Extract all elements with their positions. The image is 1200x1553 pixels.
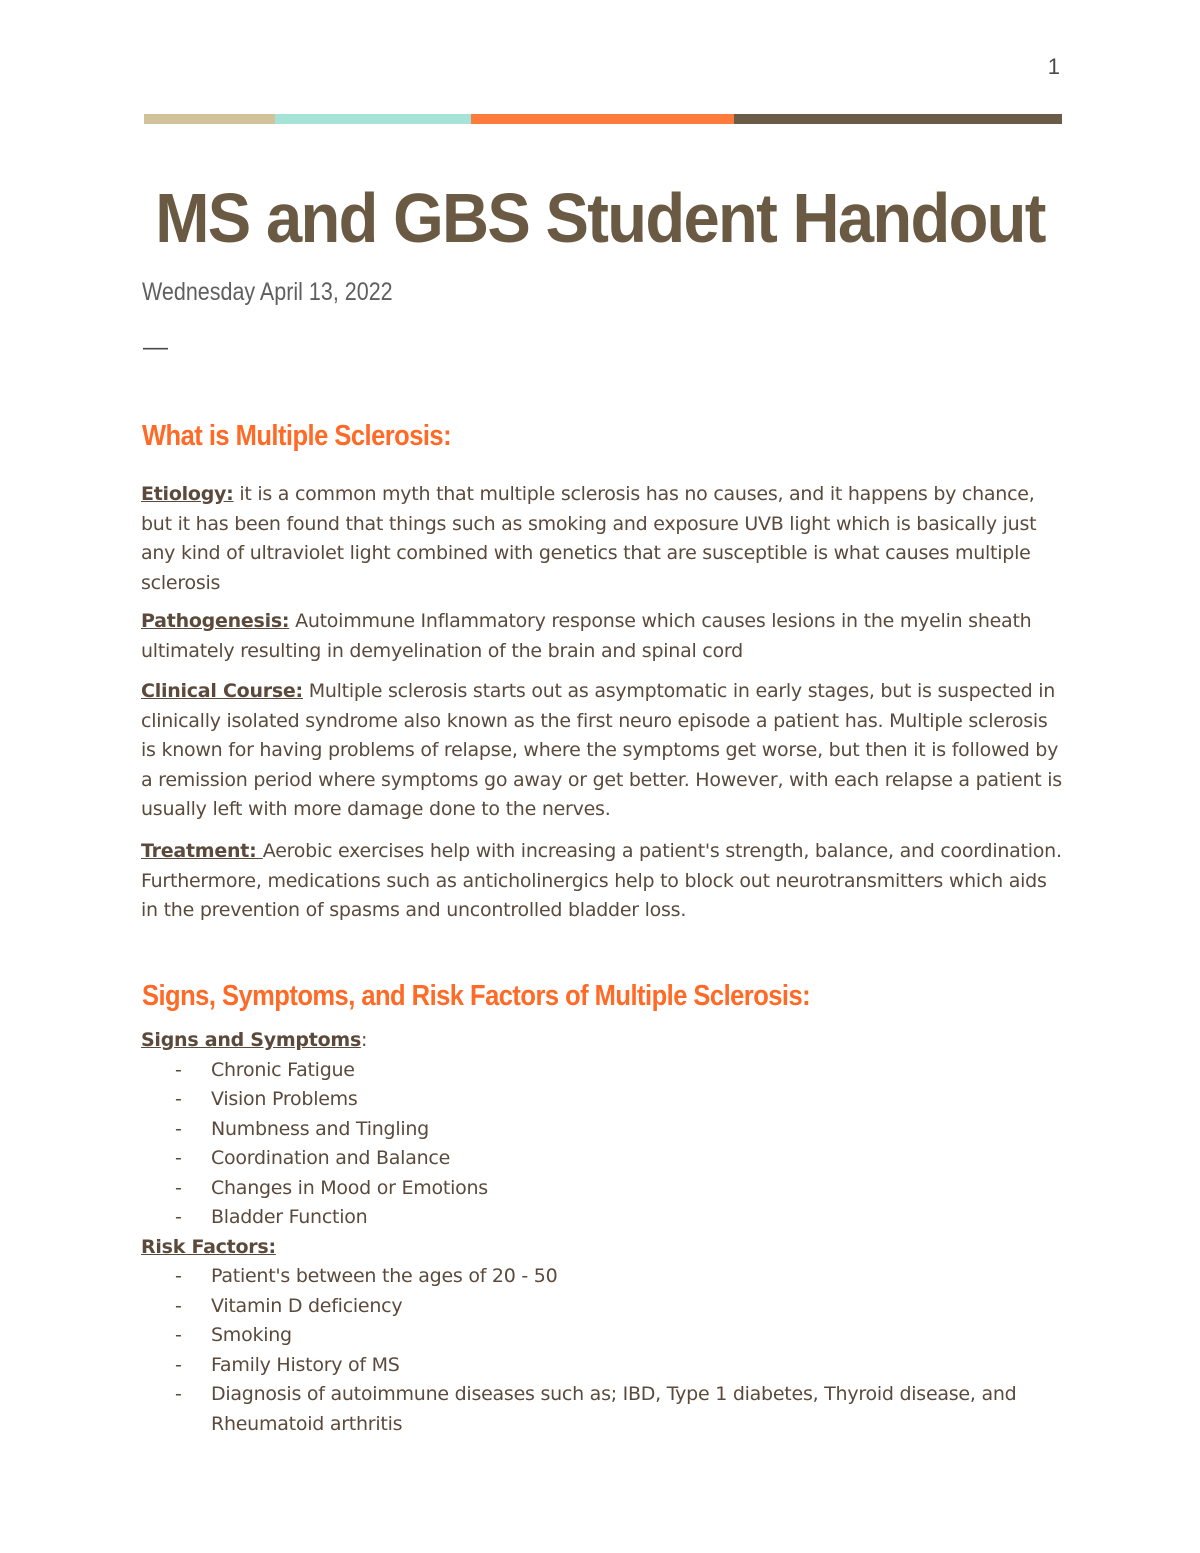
dash-bullet: -: [175, 1147, 182, 1169]
list-item: [141, 1292, 1066, 1322]
list-item-text: Family History of MS: [211, 1353, 400, 1376]
dash-bullet: -: [175, 1117, 182, 1140]
header-bar-segment-aqua: [275, 114, 471, 124]
header-bar-segment-orange: [471, 114, 734, 124]
list-item-text: Changes in Mood or Emotions: [211, 1176, 488, 1199]
text-etiology: it is a common myth that multiple sclerosis has no causes, and it happens by chance, but it has been found that things such as smoking and exposure UVB light which is basically just any kind of ultraviolet light combined with genetics that are susceptible is what causes multiple sclerosis: [141, 483, 1037, 594]
title-separator: —: [143, 333, 168, 361]
text-pathogenesis: Autoimmune Inflammatory response which causes lesions in the myelin sheath ultimately resulting in demyelination of the brain and spinal cord: [141, 610, 1032, 662]
text-clinical-course: Multiple sclerosis starts out as asymptomatic in early stages, but is suspected in clinically isolated syndrome also known as the first neuro episode a patient has. Multiple sclerosis is known for having problems of relapse, where the symptoms get worse, but then it is followed by a remission period where symptoms go away or get better. However, with each relapse a patient is usually left with more damage done to the nerves.: [141, 680, 1062, 821]
dash-bullet: -: [175, 1383, 182, 1405]
list-item: [141, 1203, 1066, 1233]
list-item-text: Vitamin D deficiency: [211, 1294, 403, 1317]
list-item-text: Numbness and Tingling: [211, 1117, 429, 1140]
signs-and-risks-block: [141, 1026, 1066, 1439]
list-item: [141, 1056, 1066, 1086]
dash-bullet: -: [175, 1058, 182, 1081]
list-item: [141, 1262, 1066, 1292]
text-treatment: Aerobic exercises help with increasing a patient's strength, balance, and coordination. Furthermore, medications such as anticholinergics help to block out neurotransmitters which aids in the prevention of spasms and uncontrolled bladder loss.: [141, 840, 1062, 922]
label-treatment: Treatment:: [141, 840, 263, 862]
dash-bullet: -: [175, 1353, 182, 1376]
list-item: [141, 1321, 1066, 1351]
list-item-text: Diagnosis of autoimmune diseases such as; IBD, Type 1 diabetes, Thyroid disease, and Rheumatoid arthritis: [211, 1383, 1017, 1435]
dash-bullet: -: [175, 1088, 182, 1110]
label-etiology: Etiology:: [141, 483, 234, 505]
risk-label: Risk Factors:: [141, 1235, 276, 1258]
header-bar-segment-tan: [144, 114, 275, 124]
list-item: [141, 1380, 1066, 1439]
document-date: Wednesday April 13, 2022: [142, 278, 393, 306]
page-number: 1: [1047, 54, 1060, 79]
list-item: [141, 1115, 1066, 1145]
paragraph-etiology: [141, 480, 1066, 598]
header-bar-segment-brown: [734, 114, 1062, 124]
list-item: [141, 1085, 1066, 1115]
dash-bullet: -: [175, 1206, 182, 1228]
section-heading-signs-symptoms-risk: Signs, Symptoms, and Risk Factors of Multiple Sclerosis:: [142, 980, 811, 1012]
signs-list: [141, 1056, 1066, 1233]
signs-label: Signs and Symptoms: [141, 1029, 362, 1051]
dash-bullet: -: [175, 1176, 182, 1199]
paragraph-clinical-course: [141, 677, 1066, 825]
label-clinical-course: Clinical Course:: [141, 680, 303, 702]
list-item-text: Chronic Fatigue: [211, 1058, 355, 1081]
risk-subheading: [141, 1233, 1066, 1263]
list-item: [141, 1174, 1066, 1204]
document-title: MS and GBS Student Handout: [155, 179, 1045, 257]
section-heading-what-is-ms: What is Multiple Sclerosis:: [142, 420, 452, 452]
dash-bullet: -: [175, 1265, 182, 1287]
list-item: [141, 1144, 1066, 1174]
list-item-text: Bladder Function: [211, 1206, 368, 1228]
list-item-text: Smoking: [211, 1324, 292, 1346]
list-item: [141, 1351, 1066, 1381]
signs-subheading: [141, 1026, 1066, 1056]
risk-list: [141, 1262, 1066, 1439]
label-pathogenesis: Pathogenesis:: [141, 610, 290, 632]
list-item-text: Coordination and Balance: [211, 1147, 451, 1169]
signs-colon: :: [361, 1029, 368, 1051]
list-item-text: Patient's between the ages of 20 - 50: [211, 1265, 558, 1287]
paragraph-treatment: [141, 837, 1066, 926]
paragraph-pathogenesis: [141, 607, 1066, 666]
dash-bullet: -: [175, 1324, 182, 1346]
list-item-text: Vision Problems: [211, 1088, 358, 1110]
dash-bullet: -: [175, 1294, 182, 1317]
